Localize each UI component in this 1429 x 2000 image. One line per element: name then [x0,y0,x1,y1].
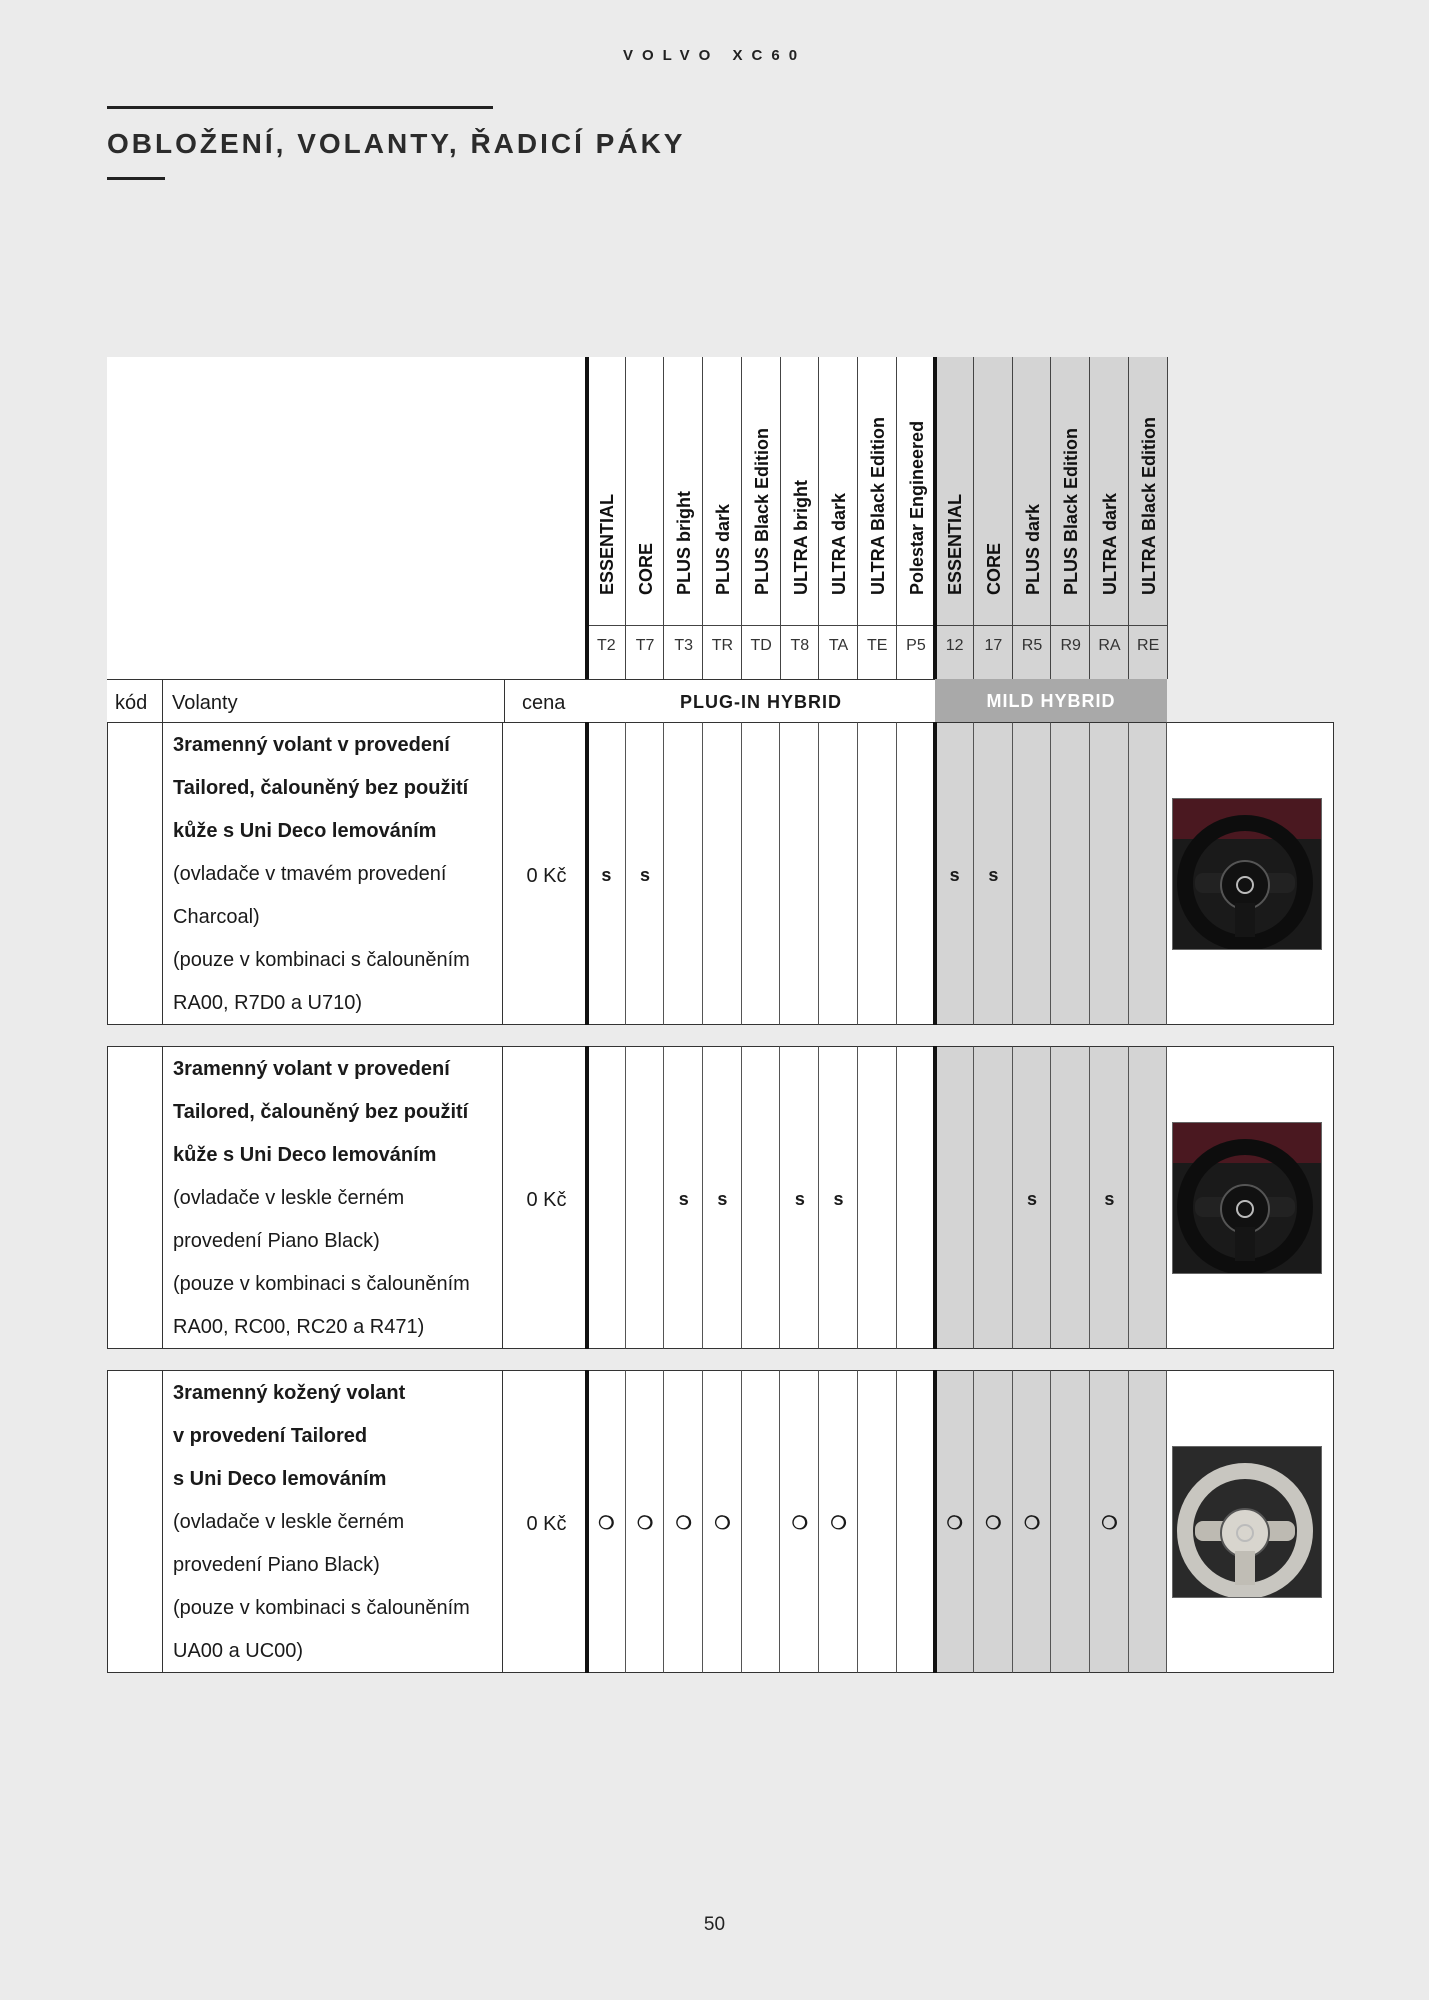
variant-code: TR [711,637,734,654]
variant-column-header [781,357,820,679]
description-title-line: 3ramenný volant v provedení [173,734,450,756]
group-separator [933,722,937,1025]
description-line: provedení Piano Black) [173,1554,380,1576]
availability-cell [1090,1046,1129,1349]
standard-mark: s [601,865,612,885]
group-separator [933,1370,937,1673]
availability-cell [742,1046,781,1349]
row-code [108,1371,163,1672]
steering-wheel-icon [1173,799,1322,950]
availability-cell [819,1370,858,1673]
description-line: (ovladače v tmavém provedení [173,863,447,885]
variant-code: T3 [674,637,694,654]
variant-column-header [742,357,781,679]
steering-wheel-icon [1173,1447,1322,1598]
description-title-line: v provedení Tailored [173,1425,368,1447]
availability-cell [626,1046,665,1349]
option-mark: ❍ [830,1513,847,1533]
variant-code: R9 [1060,637,1081,654]
availability-cell [858,722,897,1025]
availability-cell [1129,1370,1168,1673]
column-separator [1167,357,1168,679]
standard-mark: s [1104,1189,1115,1209]
availability-cell [1013,1046,1052,1349]
variant-name-text: Polestar Engineered [906,420,927,595]
variant-column-header [626,357,665,679]
group-separator [933,1046,937,1349]
variant-code: T2 [597,637,616,654]
option-mark: ❍ [636,1513,654,1533]
variant-column-header [897,357,936,679]
option-mark: ❍ [791,1513,808,1533]
variant-column-header [1013,357,1052,679]
row-description [163,1371,503,1672]
variant-code: P5 [906,637,926,654]
variant-name-text: ULTRA bright [790,480,811,595]
availability-cell [587,1370,626,1673]
variant-name-text: CORE [984,542,1004,595]
availability-cell [703,1046,742,1349]
availability-cell [1129,1046,1168,1349]
availability-cell [935,722,974,1025]
description-line: (pouze v kombinaci s čalouněním [173,949,470,971]
standard-mark: s [949,865,960,885]
option-mark: ❍ [675,1513,692,1533]
standard-mark: s [988,865,999,885]
table-header-blank [107,357,587,679]
row-description [163,723,503,1024]
availability-cell [897,1046,936,1349]
variant-name [587,357,626,626]
variant-column-header [587,357,626,679]
variant-name-text: CORE [635,542,656,595]
description-line: (ovladače v leskle černém [173,1187,405,1209]
option-mark: ❍ [985,1513,1002,1533]
description-title-line: s Uni Deco lemováním [173,1468,387,1490]
variant-name-text: PLUS bright [674,491,695,595]
availability-cell [1129,722,1168,1025]
page-number: 50 [703,1914,726,1935]
plugin-hybrid-band: PLUG-IN HYBRID [587,679,935,725]
availability-cell [742,1370,781,1673]
option-mark: ❍ [946,1513,963,1533]
variant-name-text: PLUS dark [713,503,734,595]
availability-cell [781,722,820,1025]
availability-cell [858,1370,897,1673]
description-line: (pouze v kombinaci s čalouněním [173,1597,470,1619]
variant-column-header [1090,357,1129,679]
col-price-label: cena [522,692,566,714]
variant-name-text: ULTRA Black Edition [867,416,888,595]
steering-wheel-image [1172,1122,1322,1274]
variant-code: RA [1098,637,1121,654]
variant-name [819,357,858,626]
availability-cell [935,1046,974,1349]
description-title-line: kůže s Uni Deco lemováním [173,1144,437,1166]
description-line: Charcoal) [173,906,260,928]
availability-cell [1051,1046,1090,1349]
variant-name-text: ULTRA dark [1100,492,1121,595]
availability-cell [587,1046,626,1349]
variant-code: 17 [984,637,1003,654]
variant-name-text: PLUS dark [1022,503,1043,595]
availability-cell [703,1370,742,1673]
description-line: (pouze v kombinaci s čalouněním [173,1273,470,1295]
variant-name [626,357,665,626]
variant-code: R5 [1021,637,1043,654]
variant-code: TE [867,637,888,654]
variant-name [664,357,703,626]
variant-name [935,357,974,626]
description-line: RA00, RC00, RC20 a R471) [173,1316,425,1338]
variant-column-header [1051,357,1090,679]
variant-name [742,357,781,626]
row-price: 0 Kč [526,1189,567,1211]
variant-column-header [703,357,742,679]
row-code [108,723,163,1024]
variant-name [781,357,820,626]
variant-code: TD [750,637,772,654]
variant-name [1013,357,1052,626]
variant-name-text: PLUS Black Edition [1061,427,1082,595]
variant-column-header [1129,357,1168,679]
col-code-label: kód [115,692,148,714]
variant-name [1090,357,1129,626]
variant-column-header [819,357,858,679]
availability-cell [664,722,703,1025]
description-title-line: 3ramenný volant v provedení [173,1058,450,1080]
availability-cell [626,1370,665,1673]
availability-cell [897,1370,936,1673]
variant-name-text: ULTRA dark [829,492,850,595]
group-separator [585,1370,589,1673]
variant-column-header [858,357,897,679]
variant-name [858,357,897,626]
availability-cell [781,1046,820,1349]
row-code [108,1047,163,1348]
label-row [107,679,587,725]
option-mark: ❍ [598,1513,615,1533]
variant-name-text: ESSENTIAL [945,493,966,595]
availability-cell [935,1370,974,1673]
variant-name [1051,357,1090,626]
variant-code: 12 [945,637,964,654]
variant-column-header [935,357,974,679]
availability-cell [587,722,626,1025]
standard-mark: s [833,1189,844,1209]
row-price-cell [505,1371,588,1672]
variant-name [974,357,1013,626]
availability-cell [664,1046,703,1349]
row-description [163,1047,503,1348]
variant-code: T8 [790,637,810,654]
group-separator [933,357,937,723]
availability-cell [1090,722,1129,1025]
steering-wheel-icon [1173,1123,1322,1274]
divider [162,679,163,723]
availability-cell [974,722,1013,1025]
title-underline [107,177,165,180]
availability-cell [781,1370,820,1673]
description-line: provedení Piano Black) [173,1230,380,1252]
mild-hybrid-band: MILD HYBRID [935,679,1167,723]
availability-cell [858,1046,897,1349]
row-price-cell [505,723,588,1024]
variant-name-text: ULTRA Black Edition [1138,416,1159,595]
standard-mark: s [678,1189,689,1209]
variant-name [897,357,936,626]
availability-cell [742,722,781,1025]
page-title: OBLOŽENÍ, VOLANTY, ŘADICÍ PÁKY [107,128,686,159]
standard-mark: s [1027,1189,1038,1209]
option-mark: ❍ [1101,1513,1118,1533]
row-price: 0 Kč [526,865,567,887]
availability-cell [897,722,936,1025]
description-title-line: Tailored, čalouněný bez použití [173,777,469,799]
variant-column-header [974,357,1013,679]
availability-cell [703,722,742,1025]
variant-code: TA [828,637,849,654]
description-line: RA00, R7D0 a U710) [173,992,362,1014]
availability-cell [1051,1370,1090,1673]
col-name-label: Volanty [172,692,238,714]
group-separator [585,357,589,723]
group-separator [585,722,589,1025]
variant-name-text: ESSENTIAL [597,493,617,595]
option-mark: ❍ [1023,1513,1041,1533]
availability-cell [1051,722,1090,1025]
availability-cell [974,1370,1013,1673]
divider [504,679,505,723]
variant-code: T7 [635,637,655,654]
row-price-cell [505,1047,588,1348]
variant-name [703,357,742,626]
description-title-line: kůže s Uni Deco lemováním [173,820,437,842]
standard-mark: s [717,1189,728,1209]
availability-cell [974,1046,1013,1349]
variant-name [1129,357,1168,626]
standard-mark: s [794,1189,805,1209]
availability-cell [1090,1370,1129,1673]
description-title-line: 3ramenný kožený volant [173,1382,406,1404]
variant-column-header [664,357,703,679]
steering-wheel-image [1172,1446,1322,1598]
option-mark: ❍ [714,1513,731,1533]
group-separator [585,1046,589,1349]
variant-name-text: PLUS Black Edition [751,427,772,595]
description-line: UA00 a UC00) [173,1640,304,1662]
availability-cell [664,1370,703,1673]
brand-heading: VOLVO XC60 [622,47,807,64]
availability-cell [1013,722,1052,1025]
description-title-line: Tailored, čalouněný bez použití [173,1101,469,1123]
description-line: (ovladače v leskle černém [173,1511,405,1533]
availability-cell [819,1046,858,1349]
top-rule [107,106,493,109]
row-price: 0 Kč [526,1513,567,1535]
availability-cell [819,722,858,1025]
variant-code: RE [1137,637,1160,654]
availability-cell [626,722,665,1025]
availability-cell [1013,1370,1052,1673]
steering-wheel-image [1172,798,1322,950]
standard-mark: s [640,865,651,885]
